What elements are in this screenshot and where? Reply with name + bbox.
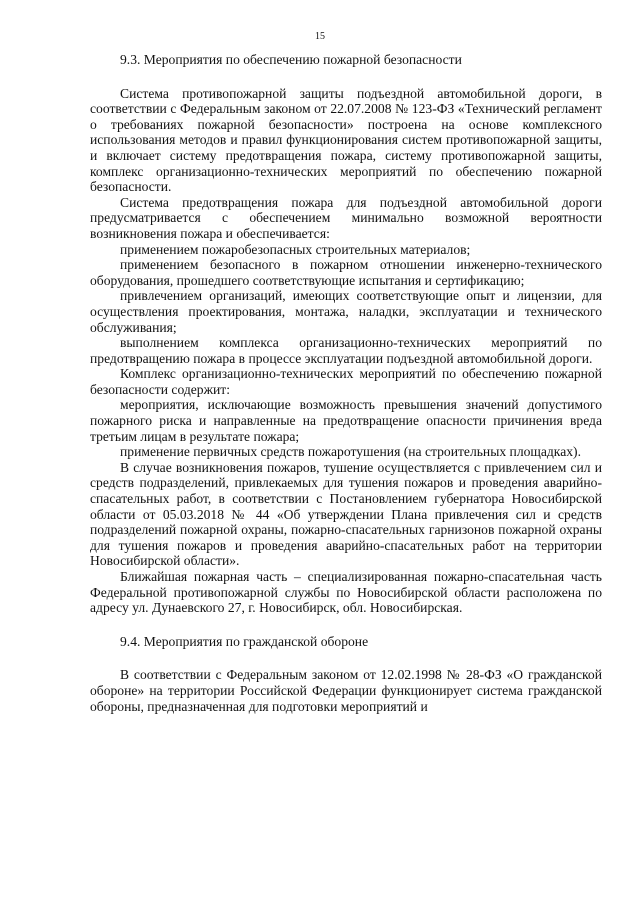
- paragraph: Ближайшая пожарная часть – специализированная пожарно-спасательная часть Федеральной противопожарной службы по Новосибирской области расположена по адресу ул. Дунаевского 27, г. Новосибирск, обл. Новосибирская.: [90, 569, 602, 616]
- list-item: мероприятия, исключающие возможность превышения значений допустимого пожарного риска и направленные на предотвращение опасности причинения вреда третьим лицам в результате пожара;: [90, 397, 602, 444]
- list-item: применением безопасного в пожарном отношении инженерно-технического оборудования, прошедшего соответствующие испытания и сертификацию;: [90, 257, 602, 288]
- list-item: применение первичных средств пожаротушения (на строительных площадках).: [120, 444, 581, 460]
- paragraph: Система предотвращения пожара для подъездной автомобильной дороги предусматривается с обеспечением минимально возможной вероятности возникновения пожара и обеспечивается:: [90, 194, 602, 241]
- list-item: применением пожаробезопасных строительных материалов;: [120, 241, 471, 257]
- list-item: выполнением комплекса организационно-технических мероприятий по предотвращению пожара в процессе эксплуатации подъездной автомобильной дороги.: [90, 335, 602, 366]
- section-heading-9-4: 9.4. Мероприятия по гражданской обороне: [120, 633, 369, 649]
- paragraph: В соответствии с Федеральным законом от 12.02.1998 № 28-ФЗ «О гражданской обороне» на территории Российской Федерации функционирует система гражданской обороны, предназначенная для подготовки мероприятий и: [90, 667, 602, 714]
- section-heading-9-3: 9.3. Мероприятия по обеспечению пожарной безопасности: [120, 52, 462, 67]
- section-9-4-body: [90, 667, 602, 714]
- paragraph: Система противопожарной защиты подъездной автомобильной дороги, в соответствии с Федеральным законом от 22.07.2008 № 123-ФЗ «Технический регламент о требованиях пожарной безопасности» построена на основе комплексного использования методов и правил функционирования систем противопожарной защиты, и включает систему предотвращения пожара, систему противопожарной защиты, комплекс организационно-технических мероприятий по обеспечению пожарной безопасности.: [90, 85, 602, 195]
- list-item: привлечением организаций, имеющих соответствующие опыт и лицензии, для осуществления проектирования, монтажа, наладки, эксплуатации и технического обслуживания;: [90, 288, 602, 335]
- paragraph: В случае возникновения пожаров, тушение осуществляется с привлечением сил и средств подразделений, привлекаемых для тушения пожаров и проведения аварийно-спасательных работ, в соответствии с Постановлением губернатора Новосибирской области от 05.03.2018 № 44 «Об утверждении Плана привлечения сил и средств подразделений пожарной охраны, пожарно-спасательных гарнизонов пожарной охраны для тушения пожаров и проведения аварийно-спасательных работ на территории Новосибирской области».: [90, 459, 602, 569]
- page-number: 15: [315, 31, 325, 42]
- section-9-3-body: [90, 86, 602, 616]
- paragraph: Комплекс организационно-технических мероприятий по обеспечению пожарной безопасности содержит:: [90, 366, 602, 397]
- page-body: [90, 52, 602, 714]
